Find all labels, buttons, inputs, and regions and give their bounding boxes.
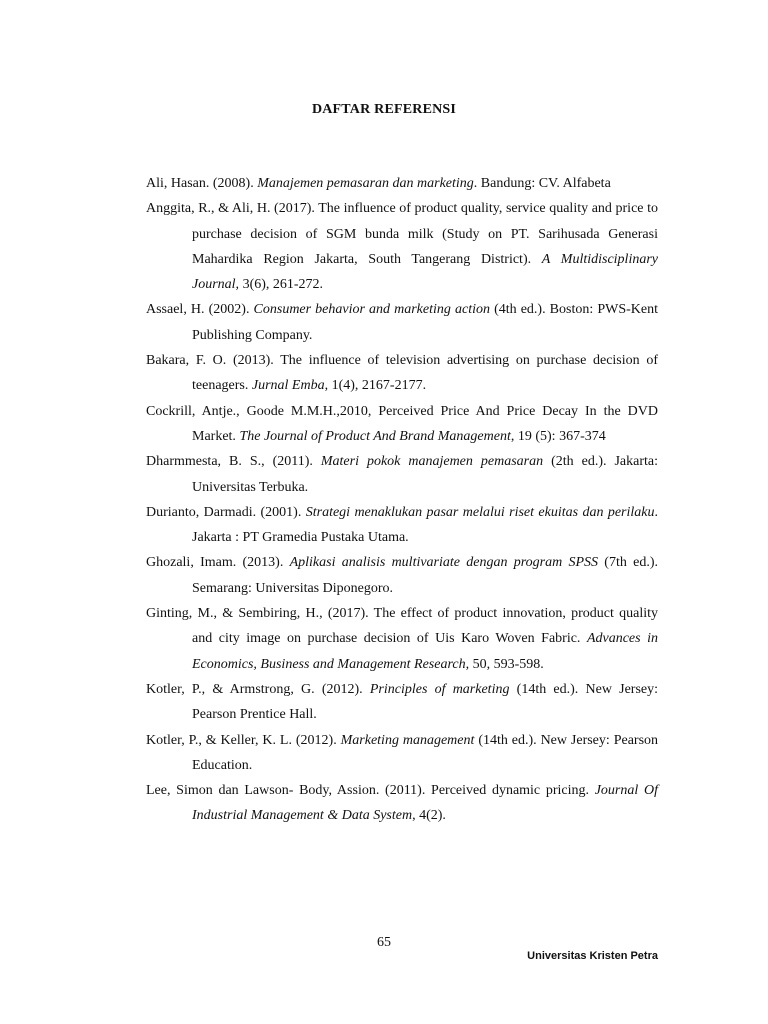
footer-institution: Universitas Kristen Petra	[527, 950, 658, 962]
reference-text: . Jakarta : PT Gramedia Pustaka Utama.	[192, 504, 658, 546]
reference-item	[146, 601, 658, 677]
reference-text: , 4(2).	[412, 808, 446, 824]
reference-title: Jurnal Emba	[251, 378, 325, 394]
reference-text: 3(6), 261-272.	[239, 277, 324, 293]
reference-list	[146, 171, 658, 829]
reference-text: (2th ed.). Jakarta: Universitas Terbuka.	[192, 454, 658, 495]
reference-item	[146, 297, 658, 348]
reference-item	[146, 348, 658, 399]
page-title: DAFTAR REFERENSI	[311, 102, 457, 117]
reference-title: Marketing management	[340, 732, 475, 748]
reference-text: Assael, H. (2002).	[146, 302, 254, 318]
reference-title: Advances in Economics, Business and Management Research,	[192, 631, 659, 672]
reference-title: Manajemen pemasaran dan marketing	[257, 176, 474, 191]
reference-text: (14th ed.). New Jersey: Pearson Education.	[192, 732, 659, 773]
reference-item	[146, 399, 658, 450]
reference-item	[146, 171, 658, 196]
reference-item	[146, 449, 658, 500]
reference-text: 50, 593-598.	[469, 656, 544, 672]
reference-title: Aplikasi analisis multivariate dengan program SPSS	[289, 555, 599, 571]
reference-text: Cockrill, Antje., Goode M.M.H.,2010, Perceived Price And Price Decay In the DVD Market.	[146, 403, 658, 444]
reference-item	[146, 677, 658, 728]
reference-text: (14th ed.). New Jersey: Pearson Prentice Hall.	[192, 681, 659, 723]
reference-text: Anggita, R., & Ali, H. (2017). The influence of product quality, service quality and price to purchase decision of SGM bunda milk (Study on PT. Sarihusada Generasi Mahardika Region Jakarta, South Tangerang District).	[146, 201, 658, 267]
reference-title: The Journal of Product And Brand Management	[239, 428, 511, 444]
reference-item	[146, 196, 658, 297]
reference-item	[146, 500, 658, 551]
reference-item	[146, 728, 658, 779]
reference-item	[146, 550, 658, 601]
reference-text: Kotler, P., & Keller, K. L. (2012).	[146, 732, 341, 748]
reference-text: Ali, Hasan. (2008).	[146, 176, 258, 191]
reference-item	[146, 778, 658, 829]
reference-title: Strategi menaklukan pasar melalui riset ekuitas dan perilaku	[305, 504, 655, 520]
reference-title: Consumer behavior and marketing action	[253, 302, 490, 318]
page-number: 65	[377, 935, 391, 950]
reference-text: Lee, Simon dan Lawson- Body, Assion. (2011). Perceived dynamic pricing.	[146, 783, 595, 799]
reference-text: Kotler, P., & Armstrong, G. (2012).	[146, 681, 370, 697]
reference-title: Journal Of Industrial Management & Data System	[192, 783, 658, 824]
reference-text: Dharmmesta, B. S., (2011).	[146, 454, 321, 470]
reference-text: . Bandung: CV. Alfabeta	[473, 176, 611, 191]
reference-text: Ginting, M., & Sembiring, H., (2017). The effect of product innovation, product quality and city image on purchase decision of Uis Karo Woven Fabric.	[146, 606, 658, 647]
reference-text: (4th ed.). Boston: PWS-Kent Publishing Company.	[192, 302, 658, 343]
reference-text: , 19 (5): 367-374	[510, 428, 606, 444]
reference-text: Bakara, F. O. (2013). The influence of television advertising on purchase decision of teenagers.	[146, 353, 658, 394]
reference-text: (7th ed.). Semarang: Universitas Diponegoro.	[192, 555, 658, 596]
reference-title: A Multidisciplinary Journal,	[192, 251, 658, 293]
reference-title: Materi pokok manajemen pemasaran	[320, 454, 544, 470]
reference-text: , 1(4), 2167-2177.	[324, 378, 427, 394]
reference-title: Principles of marketing	[369, 681, 510, 697]
reference-text: Durianto, Darmadi. (2001).	[146, 504, 306, 520]
reference-text: Ghozali, Imam. (2013).	[146, 555, 290, 571]
